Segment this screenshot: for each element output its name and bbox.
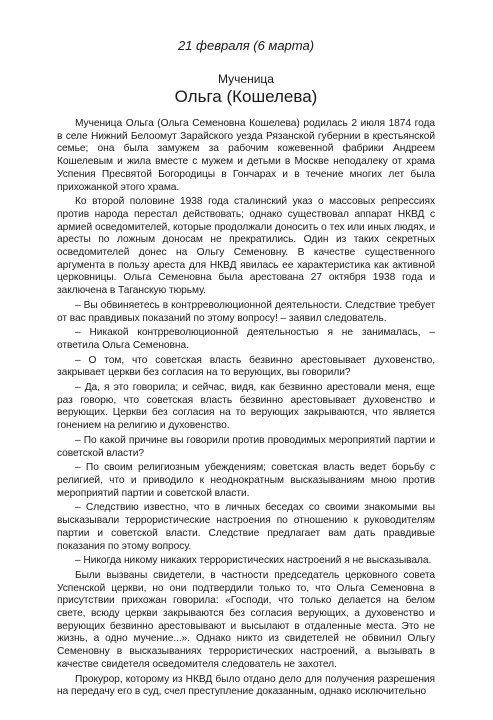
paragraph-biography: Мученица Ольга (Ольга Семеновна Кошелева) родилась 2 июля 1874 года в селе Нижний Белоомут Зарайского уезда Рязанской губернии в крестьянской семье; она была замужем за рабочим кожевенной фабрики Андреем Кошелевым и жила вместе с мужем и детьми в Москве неподалеку от храма Успения Пресвятой Богородицы в Гончарах и в течение многих лет была прихожанкой этого храма.: [57, 118, 435, 193]
paragraph-witnesses: Были вызваны свидетели, в частности председатель церковного совета Успенской церкви, но они подтвердили только то, что Ольга Семеновна в присутствии прихожан говорила: «Господи, что только делается на белом свете, всюду церкви закрываются без согласия верующих, а духовенство и верующих безвинно арестовывают и высылают в отдаленные места. Это не жизнь, а одно мучение...». Однако никто из свидетелей не обвинил Ольгу Семеновну в высказываниях террористических настроений, а вызывать в качестве свидетеля осведомителя следователь не захотел.: [57, 569, 435, 670]
paragraph-arrest: Ко второй половине 1938 года сталинский указ о массовых репрессиях против народа перестал действовать; однако существовал аппарат НКВД с армией осведомителей, которые продолжали доносить о тех или иных людях, и аресты по ложным доносам не прекратились. Один из таких секретных осведомителей донес на Ольгу Семеновну. В качестве существенного аргумента в пользу ареста для НКВД явилась ее характеристика как активной церковницы. Ольга Семеновна была арестована 27 октября 1938 года и заключена в Таганскую тюрьму.: [57, 196, 435, 297]
paragraph-dialogue-8: – Никогда никому никаких террористических настроений я не высказывала.: [75, 555, 432, 567]
paragraph-dialogue-4: – Да, я это говорила; и сейчас, видя, как безвинно арестовали меня, еще раз говорю, что советская власть безвинно арестовывает духовенство и верующих. Церкви без согласия на то верующих закрываются, что является гонением на религию и духовенство.: [57, 382, 435, 432]
paragraph-dialogue-5: – По какой причине вы говорили против проводимых мероприятий партии и советской власти?: [57, 434, 435, 459]
paragraph-dialogue-2: – Никакой контрреволюционной деятельностью я не занималась, – ответила Ольга Семеновна.: [57, 327, 435, 351]
paragraph-prosecutor: Прокурор, которому из НКВД было отдано дело для получения разрешения на передачу его в суд, счел преступление доказанным, однако исключительно: [57, 673, 435, 698]
page-title: Ольга (Кошелева): [174, 87, 318, 106]
paragraph-dialogue-3: – О том, что советская власть безвинно арестовывает духовенство, закрывает церкви без согласия на то верующих, вы говорили?: [57, 354, 435, 379]
feast-date: 21 февраля (6 марта): [177, 38, 315, 53]
saint-rank: Мученица: [218, 72, 274, 86]
paragraph-dialogue-6: – По своим религиозным убеждениям; советская власть ведет борьбу с религией, что и приводило к неоднократным высказываниям мною против мероприятий партии и советской власти.: [57, 462, 435, 499]
paragraph-dialogue-7: – Следствию известно, что в личных беседах со своими знакомыми вы высказывали террористические настроения по отношению к руководителям партии и советской власти. Следствие предлагает вам дать правдивые показания по этому вопросу.: [57, 502, 435, 552]
paragraph-dialogue-1: – Вы обвиняетесь в контрреволюционной деятельности. Следствие требует от вас правдивых показаний по этому вопросу! – заявил следователь.: [57, 299, 435, 324]
